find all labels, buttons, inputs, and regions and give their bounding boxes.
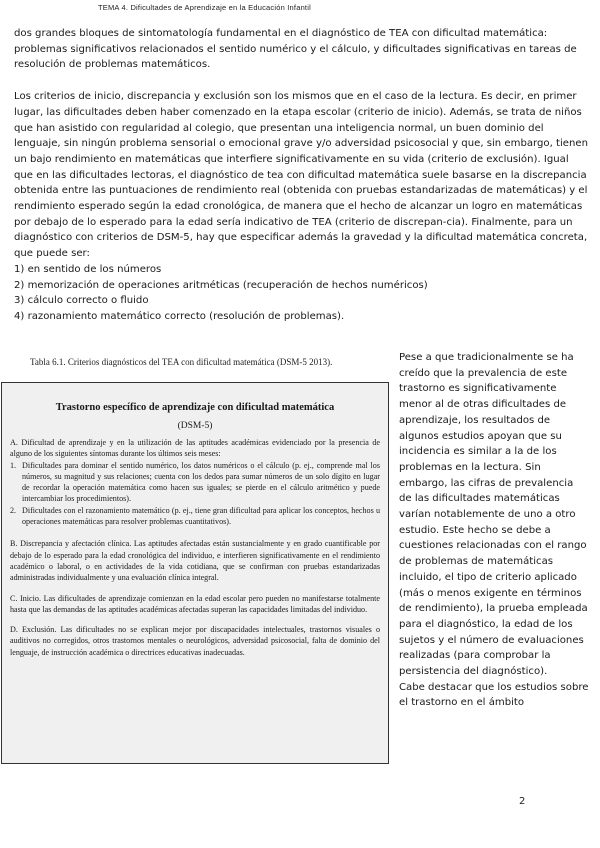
page-number: 2 — [519, 796, 526, 807]
criterion-a-item — [10, 505, 380, 528]
running-head: TEMA 4. Dificultades de Aprendizaje en la Educación Infantil — [98, 3, 311, 12]
dsm-criteria-box — [1, 382, 389, 764]
criterion-a-item — [10, 460, 380, 505]
criterion-a: A. Dificultad de aprendizaje y en la utilización de las aptitudes académicas evidenciado por la presencia de alguno de los siguientes síntomas durante los últimos seis meses: — [10, 438, 380, 459]
criterion-a-item-number: 2. — [10, 505, 17, 515]
box-subtitle: (DSM-5) — [177, 421, 213, 431]
side-paragraph-prevalence: Pese a que tradicionalmente se ha creído que la prevalencia de este trastorno es significativamente menor al de otras dificultades de aprendizaje, los resultados de algunos estudios apoyan que su incidencia es similar a la de los problemas en la lectura. Sin embargo, las cifras de prevalencia de las dificultades matemáticas varían notablemente de uno a otro estudio. Este hecho se debe a cuestiones relacionadas con el rango de problemas de matemáticas incluido, el tipo de criterio aplicado (más o menos exigente en términos de rendimiento), la prueba empleada para el diagnóstico, la edad de los sujetos y el número de evaluaciones realizadas (para comprobar la persistencia del diagnóstico). — [399, 352, 588, 678]
side-paragraph-continuation: Cabe destacar que los estudios sobre el trastorno en el ámbito — [399, 681, 589, 709]
side-text — [399, 350, 589, 711]
paragraph-criteria: Los criterios de inicio, discrepancia y exclusión son los mismos que en el caso de la lectura. Es decir, en primer lugar, las dificultades deben haber comenzado en la etapa escolar (criterio de inicio). Además, se trata de niños que han asistido con regularidad al colegio, que presentan una inteligencia normal, un buen dominio del lenguaje, sin ningún problema sensorial o emocional grave y/o adversidad psicosocial y que, sin embargo, tienen un bajo rendimiento en matemáticas que interfiere significativamente en su vida (criterio de exclusión). Igual que en las dificultades lectoras, el diagnóstico de tea con dificultad matemática suele basarse en la discrepancia obtenida entre las puntuaciones de rendimiento real (obtenida con pruebas estandarizadas de matemáticas) y el rendimiento esperado según la edad cronológica, de manera que el hecho de alcanzar un logro en matemáticas por debajo de lo esperado para la edad sería indicativo de TEA (criterio de discrepan-cia). Finalmente, para un diagnóstico con criterios de DSM-5, hay que especificar además la gravedad y la dificultad matemática concreta, que puede ser: — [14, 91, 588, 260]
paragraph-gap — [14, 73, 588, 89]
criterion-a-item-text: Dificultades para dominar el sentido numérico, los datos numéricos o el cálculo (p. ej., comprende mal los números, su magnitud y sus relaciones; cuenta con los dedos para sumar números de un solo dígito en lugar de recordar la operación matemática como hacen sus iguales; se pierde en el cálculo aritmético y puede intercambiar los procedimientos). — [22, 460, 380, 504]
criterion-c: C. Inicio. Las dificultades de aprendizaje comienzan en la edad escolar pero pueden no manifestarse totalmente hasta que las demandas de las aptitudes académicas afectadas superan las capacidades limitadas del individuo. — [10, 593, 380, 614]
table-caption: Tabla 6.1. Criterios diagnósticos del TEA con dificultad matemática (DSM-5 2013). — [30, 357, 333, 367]
list-item: 3) cálculo correcto o fluido — [14, 295, 149, 307]
list-item: 1) en sentido de los números — [14, 263, 162, 275]
list-item: 4) razonamiento matemático correcto (resolución de problemas). — [14, 310, 345, 322]
list-item: 2) memorización de operaciones aritméticas (recuperación de hechos numéricos) — [14, 279, 428, 291]
criterion-a-item-text: Dificultades con el razonamiento matemático (p. ej., tiene gran dificultad para aplicar los conceptos, hechos u operaciones matemáticas para resolver problemas cuantitativos). — [22, 505, 380, 527]
main-text — [14, 26, 588, 325]
box-title: Trastorno específico de aprendizaje con dificultad matemática — [55, 402, 335, 413]
criterion-d: D. Exclusión. Las dificultades no se explican mejor por discapacidades intelectuales, trastornos visuales o auditivos no corregidos, otros trastornos mentales o neurológicos, adversidad psicosocial, falta de dominio del lenguaje, de instrucción académica o directrices educativas inadecuadas. — [10, 625, 380, 657]
paragraph-intro: dos grandes bloques de sintomatología fundamental en el diagnóstico de TEA con dificultad matemática: problemas significativos relacionados el sentido numérico y el cálculo, y dificultades significativas en tareas de resolución de problemas matemáticos. — [14, 28, 577, 71]
criterion-a-item-number: 1. — [10, 460, 17, 470]
criterion-b: B. Discrepancia y afectación clínica. Las aptitudes afectadas están sustancialmente y en grado cuantificable por debajo de lo esperado para la edad cronológica del individuo, e interfieren significativamente en el rendimiento académico o laboral, o en actividades de la vida cotidiana, que se confirman con pruebas estandarizadas administradas individualmente y una evaluación clínica integral. — [10, 539, 380, 583]
